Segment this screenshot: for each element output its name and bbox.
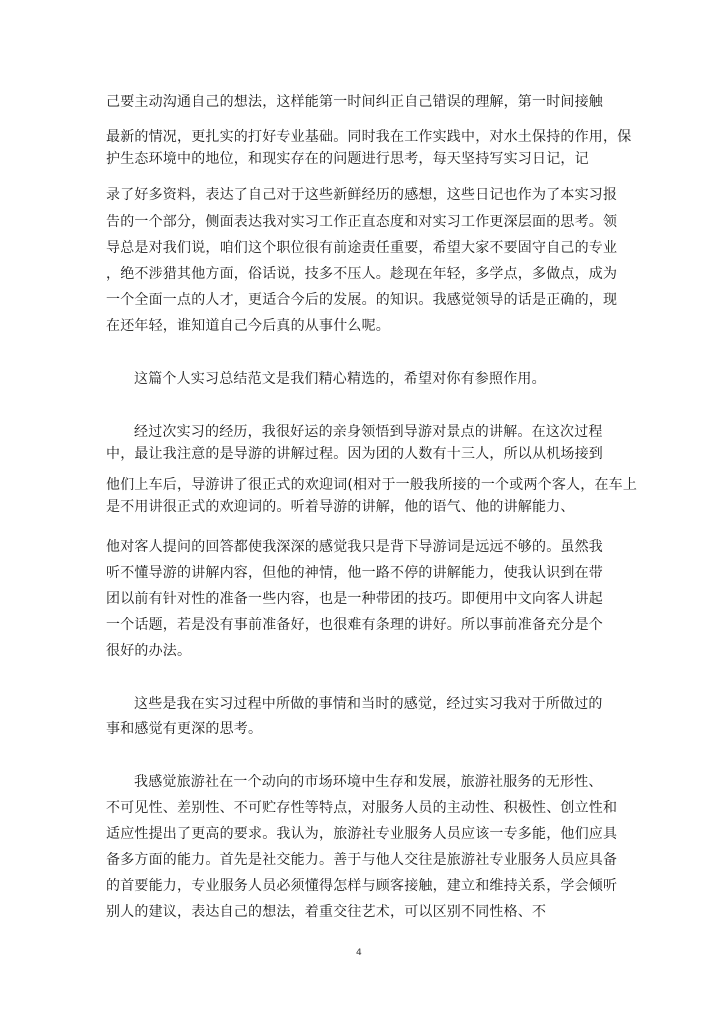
text-line: 他们上车后，导游讲了很正式的欢迎词(相对于一般我所接的一个或两个客人，在车上	[106, 477, 638, 493]
text-line: 在还年轻，谁知道自己今后真的从事什么呢。	[106, 318, 390, 334]
text-line: 我感觉旅游社在一个动向的市场环境中生存和发展，旅游社服务的无形性、	[134, 774, 603, 790]
text-line: 这些是我在实习过程中所做的事情和当时的感觉，经过实习我对于所做过的	[134, 696, 603, 712]
text-line: 事和感觉有更深的思考。	[106, 721, 263, 737]
text-line: 团以前有针对性的准备一些内容，也是一种带团的技巧。即便用中文向客人讲起	[106, 591, 603, 607]
text-line: 不可见性、差别性、不可贮存性等特点，对服务人员的主动性、积极性、创立性和	[106, 800, 618, 816]
text-line: 是不用讲很正式的欢迎词的。听着导游的讲解，他的语气、他的讲解能力、	[106, 499, 575, 515]
text-line: 护生态环境中的地位，和现实存在的问题进行思考，每天坚持写实习日记，记	[106, 151, 589, 167]
text-line: 他对客人提问的回答都使我深深的感觉我只是背下导游词是远远不够的。虽然我	[106, 539, 603, 555]
text-line: 这篇个人实习总结范文是我们精心精选的，希望对你有参照作用。	[134, 371, 546, 387]
text-line: 的首要能力，专业服务人员必须懂得怎样与顾客接触，建立和维持关系，学会倾听	[106, 878, 618, 894]
text-line: 最新的情况，更扎实的打好专业基础。同时我在工作实践中，对水土保持的作用，保	[106, 129, 632, 145]
text-line: 适应性提出了更高的要求。我认为，旅游社专业服务人员应该一专多能，他们应具	[106, 826, 618, 842]
text-line: 导总是对我们说，咱们这个职位很有前途责任重要，希望大家不要固守自己的专业	[106, 240, 618, 256]
text-line: 一个话题，若是没有事前准备好，也很难有条理的讲好。所以事前准备充分是个	[106, 617, 603, 633]
text-line: 录了好多资料，表达了自己对于这些新鲜经历的感想，这些日记也作为了本实习报	[106, 187, 618, 203]
text-line: 己要主动沟通自己的想法，这样能第一时间纠正自己错误的理解，第一时间接触	[106, 94, 603, 110]
text-line: 很好的办法。	[106, 643, 192, 659]
text-line: 备多方面的能力。首先是社交能力。善于与他人交往是旅游社专业服务人员应具备	[106, 852, 618, 868]
text-line: 经过次实习的经历，我很好运的亲身领悟到导游对景点的讲解。在这次过程	[134, 424, 603, 440]
text-line: 告的一个部分，侧面表达我对实习工作正直态度和对实习工作更深层面的思考。领	[106, 214, 618, 230]
page-number: 4	[356, 948, 362, 958]
text-line: 听不懂导游的讲解内容，但他的神情，他一路不停的讲解能力，使我认识到在带	[106, 565, 603, 581]
text-line: 别人的建议，表达自己的想法，着重交往艺术，可以区别不同性格、不	[106, 904, 547, 920]
text-line: 中，最让我注意的是导游的讲解过程。因为团的人数有十三人，所以从机场接到	[106, 446, 603, 462]
text-line: 一个全面一点的人才，更适合今后的发展。的知识。我感觉领导的话是正确的，现	[106, 292, 618, 308]
text-line: ，绝不涉猎其他方面，俗话说，技多不压人。趁现在年轻，多学点，多做点，成为	[106, 266, 618, 282]
